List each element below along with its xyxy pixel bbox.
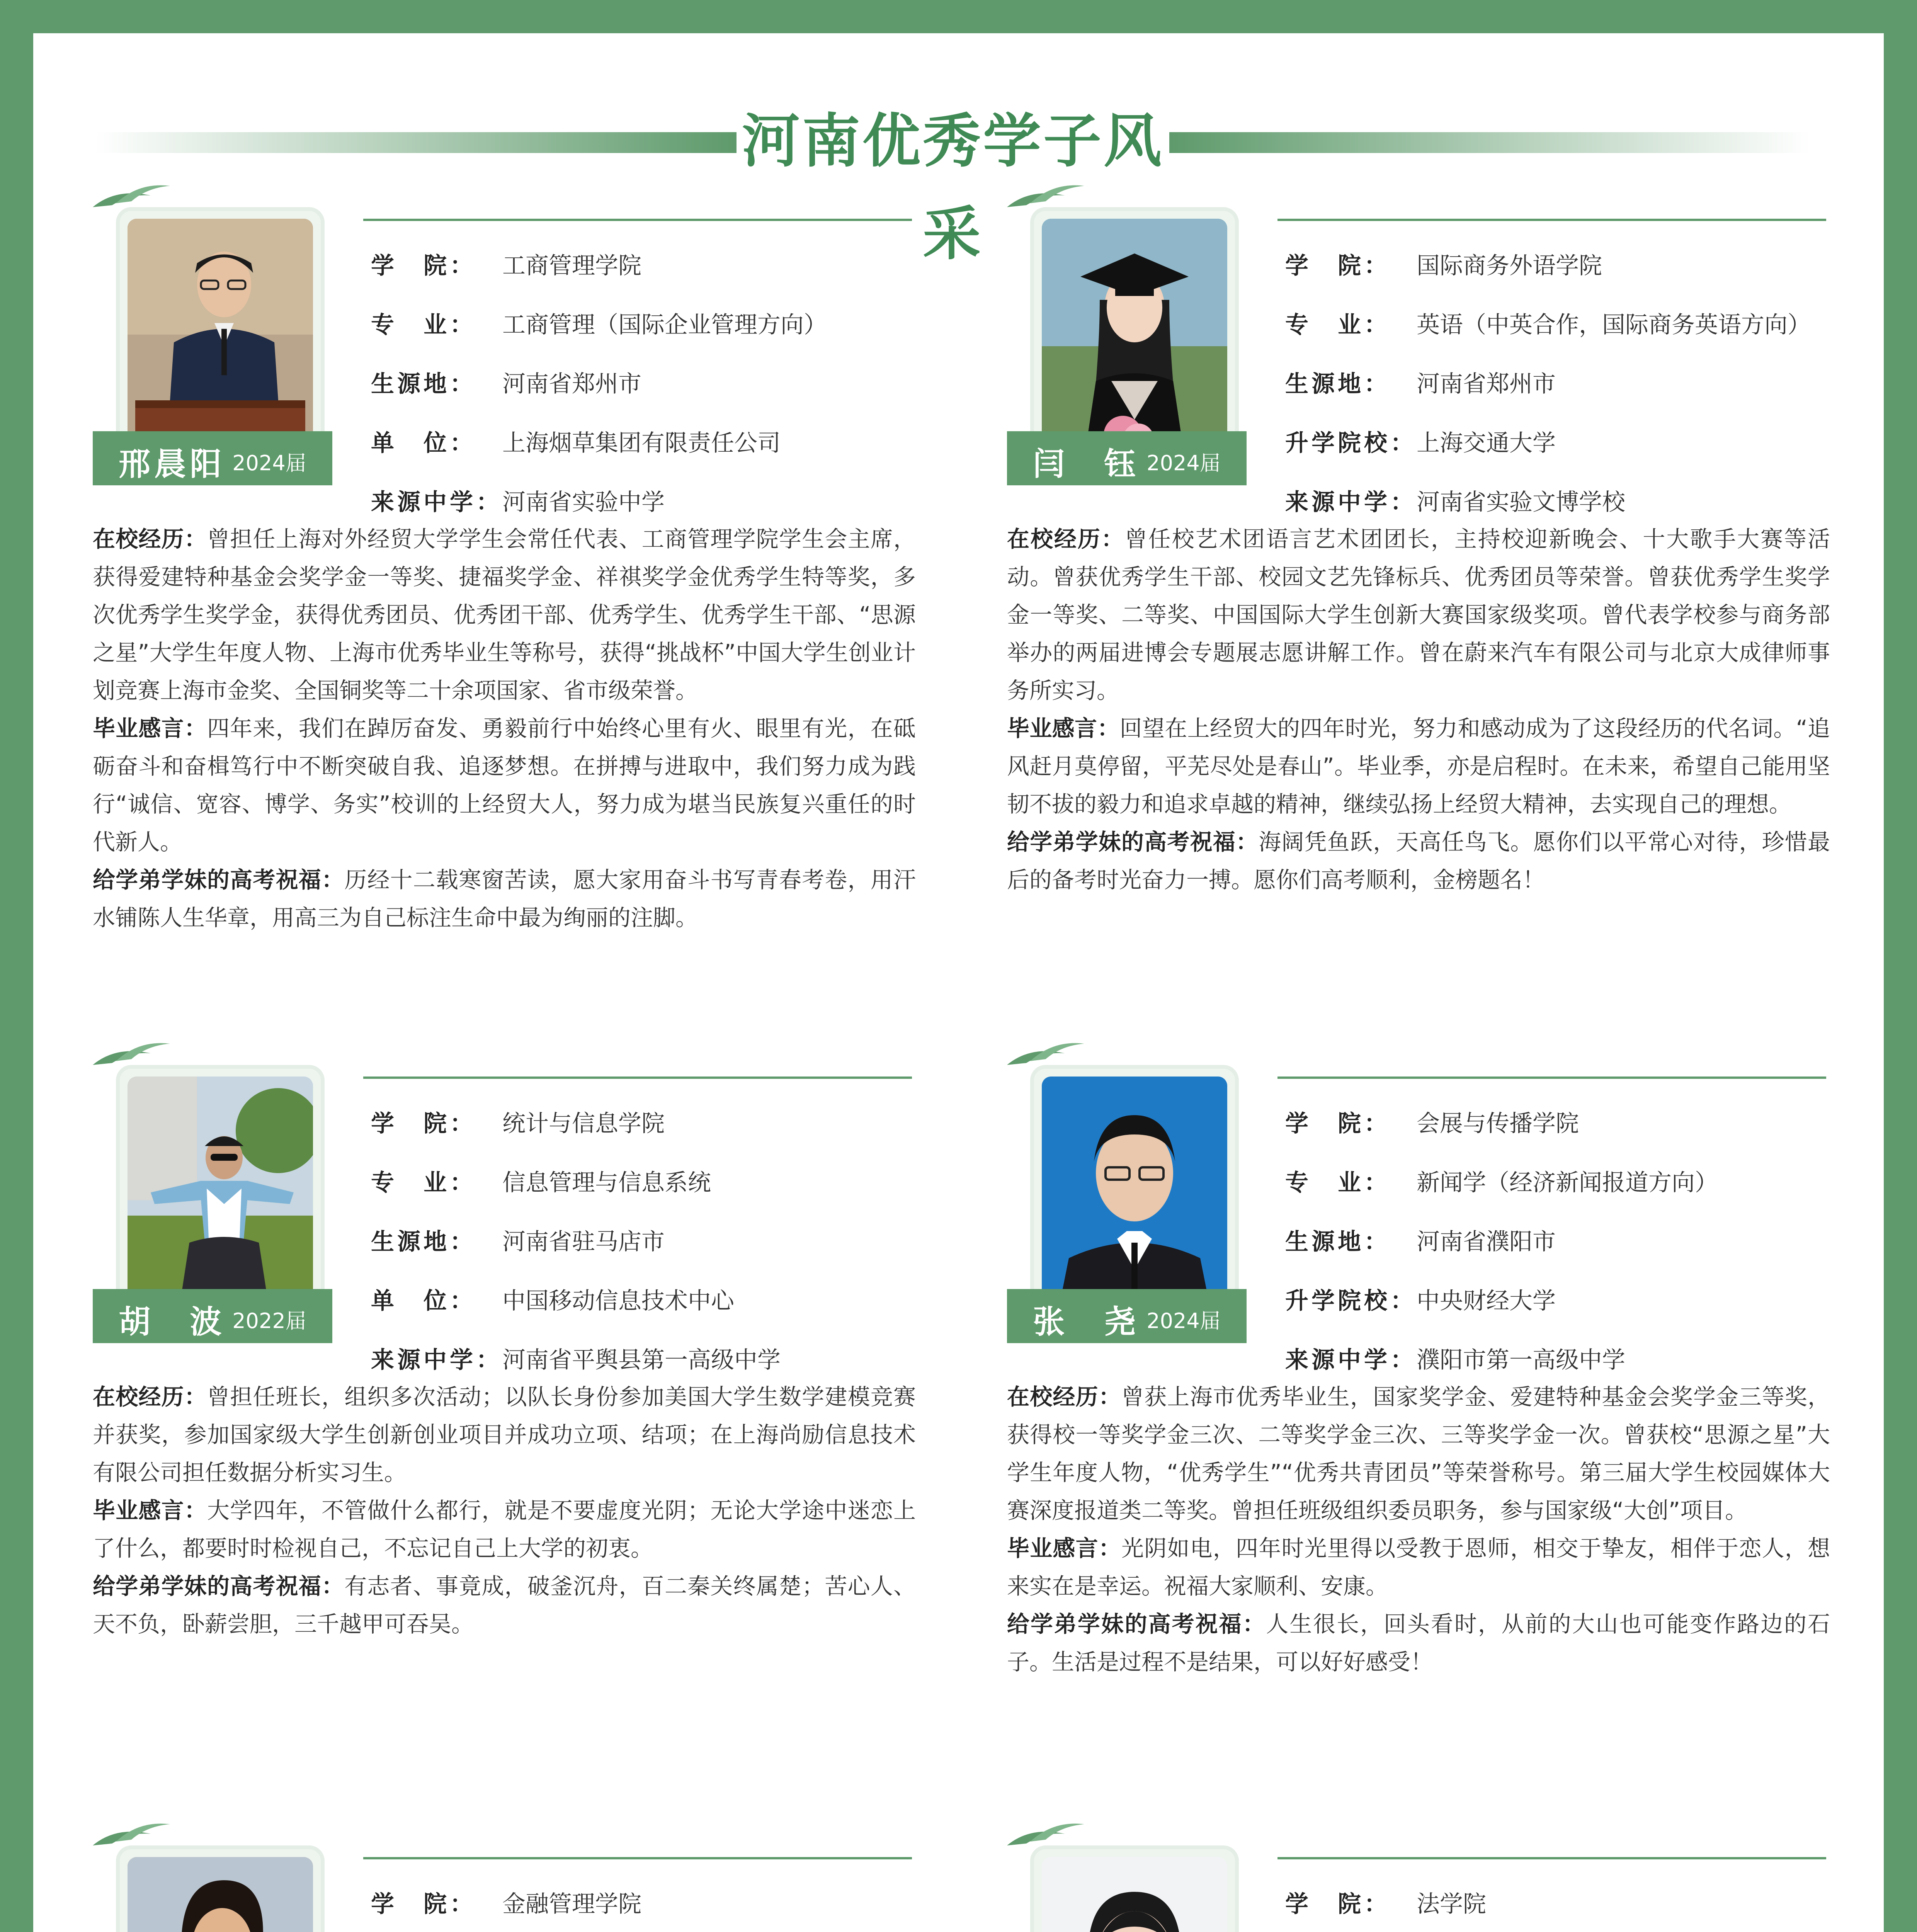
profile-card <box>1007 1818 1830 1932</box>
experience-text: 曾担任班长，组织多次活动；以队长身份参加美国大学生数学建模竞赛并获奖，参加国家级大学生创新创业项目并成功立项、结项；在上海尚励信息技术有限公司担任数据分析实习生。 <box>93 1384 916 1486</box>
info-row <box>1285 352 1826 412</box>
info-label: 来源中学： <box>1285 488 1417 516</box>
info-row <box>1285 412 1826 471</box>
student-name: 邢晨阳 <box>119 446 226 483</box>
profile-card <box>1007 180 1830 914</box>
profile-card <box>93 180 916 931</box>
feeling-text: 大学四年，不管做什么都行，就是不要虚度光阴；无论大学途中迷恋上了什么，都要时时检视自己，不忘记自己上大学的初衷。 <box>93 1497 916 1561</box>
feeling-text: 四年来，我们在踔厉奋发、勇毅前行中始终心里有火、眼里有光，在砥砺奋斗和奋楫笃行中不断突破自我、追逐梦想。在拼搏与进取中，我们努力成为践行“诚信、宽容、博学、务实”校训的上经贸大人，努力成为堪当民族复兴重任的时代新人。 <box>93 715 916 855</box>
feeling-label: 毕业感言： <box>1007 1535 1121 1561</box>
info-label: 生源地： <box>1285 1228 1390 1255</box>
info-label: 专 业： <box>1285 1169 1390 1196</box>
profile-card <box>93 1818 916 1932</box>
info-value: 河南省实验中学 <box>502 488 665 516</box>
portrait-photo <box>128 219 313 458</box>
name-banner <box>1007 1289 1247 1343</box>
info-label: 专 业： <box>1285 311 1390 338</box>
story-text <box>93 520 916 937</box>
info-value: 河南省郑州市 <box>1417 370 1556 398</box>
info-list <box>371 1092 912 1388</box>
divider <box>1277 1077 1826 1079</box>
divider <box>1277 1857 1826 1859</box>
info-value: 工商管理学院 <box>502 252 641 279</box>
info-row <box>371 1872 912 1932</box>
info-value: 河南省实验文博学校 <box>1417 488 1625 516</box>
feeling-paragraph <box>93 709 916 861</box>
info-label: 学 院： <box>371 1890 476 1918</box>
experience-paragraph <box>1007 1378 1830 1529</box>
info-row <box>371 1210 912 1269</box>
info-label: 生源地： <box>371 370 476 398</box>
wish-label: 给学弟学妹的高考祝福： <box>1007 1611 1266 1637</box>
info-value: 国际商务外语学院 <box>1417 252 1602 279</box>
name-banner <box>1007 431 1247 485</box>
portrait-photo <box>1042 1077 1227 1316</box>
info-value: 工商管理（国际企业管理方向） <box>502 311 827 338</box>
wish-text: 海阔凭鱼跃，天高任鸟飞。愿你们以平常心对待，珍惜最后的备考时光奋力一搏。愿你们高考顺利，金榜题名！ <box>1007 829 1830 893</box>
wish-paragraph <box>1007 1605 1830 1681</box>
feeling-paragraph <box>1007 1529 1830 1605</box>
info-value: 中国移动信息技术中心 <box>502 1287 734 1315</box>
photo-frame <box>116 1845 325 1932</box>
info-value: 河南省驻马店市 <box>502 1228 665 1255</box>
info-row <box>371 234 912 293</box>
info-value: 会展与传播学院 <box>1417 1110 1579 1137</box>
page-title: 河南优秀学子风采 <box>742 108 1164 268</box>
wish-label: 给学弟学妹的高考祝福： <box>93 1573 345 1599</box>
profile-card <box>1007 1038 1830 1772</box>
info-label: 学 院： <box>371 1110 476 1137</box>
info-list <box>1285 234 1826 530</box>
student-name: 闫 钰 <box>1033 446 1140 483</box>
portrait-photo <box>1042 219 1227 458</box>
experience-label: 在校经历： <box>1007 526 1125 552</box>
info-label: 学 院： <box>371 252 476 279</box>
info-row <box>1285 1092 1826 1151</box>
info-row <box>1285 1269 1826 1328</box>
wish-text: 人生很长，回头看时，从前的大山也可能变作路边的石子。生活是过程不是结果，可以好好感受！ <box>1007 1611 1830 1675</box>
name-banner <box>93 431 332 485</box>
feeling-text: 光阴如电，四年时光里得以受教于恩师，相交于挚友，相伴于恋人，想来实在是幸运。祝福大家顺利、安康。 <box>1007 1535 1830 1599</box>
graduation-year: 2024届 <box>1146 451 1221 475</box>
graduation-year: 2024届 <box>1146 1308 1221 1333</box>
experience-text: 曾担任上海对外经贸大学学生会常任代表、工商管理学院学生会主席，获得爱建特种基金会奖学金一等奖、捷福奖学金、祥祺奖学金优秀学生特等奖，多次优秀学生奖学金，获得优秀团员、优秀团干部、优秀学生、优秀学生干部、“思源之星”大学生年度人物、上海市优秀毕业生等称号，获得“挑战杯”中国大学生创业计划竞赛上海市金奖、全国铜奖等二十余项国家、省市级荣誉。 <box>93 526 916 704</box>
wish-text: 历经十二载寒窗苦读，愿大家用奋斗书写青春考卷，用汗水铺陈人生华章，用高三为自己标注生命中最为绚丽的注脚。 <box>93 867 916 931</box>
info-row <box>371 412 912 471</box>
name-banner <box>93 1289 332 1343</box>
info-value: 濮阳市第一高级中学 <box>1417 1346 1625 1374</box>
title-decoration-left <box>95 132 737 153</box>
experience-paragraph <box>93 1378 916 1492</box>
info-label: 学 院： <box>1285 252 1390 279</box>
info-label: 生源地： <box>371 1228 476 1255</box>
info-list <box>1285 1092 1826 1388</box>
info-value: 英语（中英合作，国际商务英语方向） <box>1417 311 1811 338</box>
photo-frame <box>1030 1845 1239 1932</box>
info-value: 上海交通大学 <box>1417 429 1556 457</box>
feeling-label: 毕业感言： <box>1007 715 1120 742</box>
title-decoration-right <box>1169 132 1811 153</box>
feeling-text: 回望在上经贸大的四年时光，努力和感动成为了这段经历的代名词。“追风赶月莫停留，平芜尽处是春山”。毕业季，亦是启程时。在未来，希望自己能用坚韧不拔的毅力和追求卓越的精神，继续弘扬上经贸大精神，去实现自己的理想。 <box>1007 715 1830 817</box>
feeling-label: 毕业感言： <box>93 715 207 742</box>
experience-label: 在校经历： <box>1007 1384 1121 1410</box>
divider <box>1277 219 1826 221</box>
info-label: 单 位： <box>371 429 476 457</box>
student-name: 胡 波 <box>119 1303 226 1340</box>
divider <box>363 1857 912 1859</box>
info-list <box>371 1872 912 1932</box>
portrait-photo <box>1042 1857 1227 1932</box>
info-value: 河南省平舆县第一高级中学 <box>502 1346 781 1374</box>
info-label: 生源地： <box>1285 370 1390 398</box>
wish-label: 给学弟学妹的高考祝福： <box>93 867 345 893</box>
info-label: 来源中学： <box>371 1346 502 1374</box>
feeling-label: 毕业感言： <box>93 1497 207 1524</box>
info-value: 中央财经大学 <box>1417 1287 1556 1315</box>
experience-paragraph <box>93 520 916 709</box>
info-value: 新闻学（经济新闻报道方向） <box>1417 1169 1718 1196</box>
experience-paragraph <box>1007 520 1830 709</box>
info-row <box>371 293 912 352</box>
experience-label: 在校经历： <box>93 1384 207 1410</box>
info-label: 专 业： <box>371 1169 476 1196</box>
info-label: 来源中学： <box>1285 1346 1417 1374</box>
feeling-paragraph <box>93 1492 916 1567</box>
info-value: 信息管理与信息系统 <box>502 1169 711 1196</box>
student-name: 张 尧 <box>1033 1303 1140 1340</box>
story-text <box>1007 520 1830 899</box>
info-row <box>1285 1872 1826 1932</box>
info-row <box>371 352 912 412</box>
portrait-photo <box>128 1857 313 1932</box>
divider <box>363 219 912 221</box>
content-panel <box>33 33 1884 1932</box>
wish-text: 有志者、事竟成，破釜沉舟，百二秦关终属楚；苦心人、天不负，卧薪尝胆，三千越甲可吞吴。 <box>93 1573 916 1637</box>
info-row <box>371 1092 912 1151</box>
wish-paragraph <box>93 861 916 937</box>
info-label: 学 院： <box>1285 1890 1390 1918</box>
experience-label: 在校经历： <box>93 526 207 552</box>
experience-text: 曾任校艺术团语言艺术团团长，主持校迎新晚会、十大歌手大赛等活动。曾获优秀学生干部、校园文艺先锋标兵、优秀团员等荣誉。曾获优秀学生奖学金一等奖、二等奖、中国国际大学生创新大赛国家级奖项。曾代表学校参与商务部举办的两届进博会专题展志愿讲解工作。曾在蔚来汽车有限公司与北京大成律师事务所实习。 <box>1007 526 1830 704</box>
info-row <box>1285 1210 1826 1269</box>
profile-card <box>93 1038 916 1772</box>
info-row <box>1285 293 1826 352</box>
info-list <box>371 234 912 530</box>
info-value: 上海烟草集团有限责任公司 <box>502 429 781 457</box>
feeling-paragraph <box>1007 709 1830 823</box>
info-row <box>1285 1151 1826 1210</box>
wish-paragraph <box>93 1567 916 1643</box>
info-row <box>371 1269 912 1328</box>
wish-label: 给学弟学妹的高考祝福： <box>1007 829 1259 855</box>
info-row <box>371 1151 912 1210</box>
story-text <box>93 1378 916 1643</box>
info-value: 法学院 <box>1417 1890 1486 1918</box>
info-row <box>1285 234 1826 293</box>
graduation-year: 2024届 <box>232 451 306 475</box>
info-label: 来源中学： <box>371 488 502 516</box>
info-value: 河南省郑州市 <box>502 370 641 398</box>
info-label: 单 位： <box>371 1287 476 1315</box>
info-label: 学 院： <box>1285 1110 1390 1137</box>
info-label: 升学院校： <box>1285 429 1417 457</box>
info-value: 河南省濮阳市 <box>1417 1228 1556 1255</box>
info-value: 统计与信息学院 <box>502 1110 665 1137</box>
experience-text: 曾获上海市优秀毕业生，国家奖学金、爱建特种基金会奖学金三等奖，获得校一等奖学金三次、二等奖学金三次、三等奖学金一次。曾获校“思源之星”大学生年度人物，“优秀学生”“优秀共青团员”等荣誉称号。第三届大学生校园媒体大赛深度报道类二等奖。曾担任班级组织委员职务，参与国家级“大创”项目。 <box>1007 1384 1830 1524</box>
divider <box>363 1077 912 1079</box>
info-list <box>1285 1872 1826 1932</box>
info-label: 专 业： <box>371 311 476 338</box>
wish-paragraph <box>1007 823 1830 899</box>
info-label: 升学院校： <box>1285 1287 1417 1315</box>
story-text <box>1007 1378 1830 1681</box>
info-value: 金融管理学院 <box>502 1890 641 1918</box>
graduation-year: 2022届 <box>232 1308 306 1333</box>
portrait-photo <box>128 1077 313 1316</box>
